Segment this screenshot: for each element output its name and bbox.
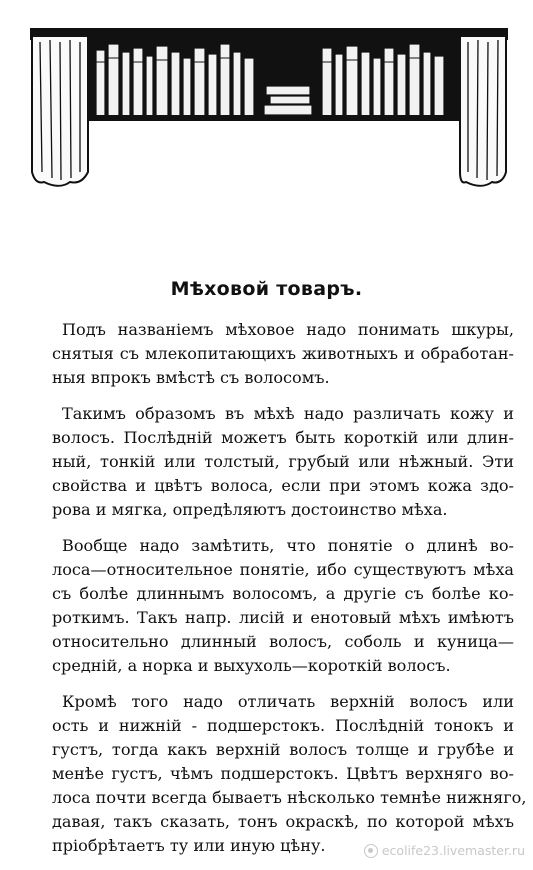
- text-line: ость и нижній - подшерстокъ. Послѣдній тонокъ и: [52, 716, 514, 735]
- watermark-text: ecolife23.livemaster.ru: [381, 843, 525, 858]
- text-line: пріобрѣтаетъ ту или иную цѣну.: [52, 836, 326, 855]
- text-line: рова и мягка, опредѣляютъ достоинство мѣха.: [52, 500, 448, 519]
- text-line: ныя впрокъ вмѣстѣ съ волосомъ.: [52, 368, 330, 387]
- text-line: роткимъ. Такъ напр. лисій и енотовый мѣхъ имѣютъ: [52, 608, 514, 627]
- text-line: ный, тонкій или толстый, грубый или нѣжный. Эти: [52, 452, 514, 471]
- watermark: [364, 843, 525, 858]
- text-line: снятыя съ млекопитающихъ животныхъ и обработан-: [52, 344, 514, 363]
- livemaster-logo-icon: [364, 844, 378, 858]
- text-line: Кромѣ того надо отличать верхній волосъ или: [62, 692, 514, 711]
- text-line: относительно длинный волосъ, соболь и куница—: [52, 632, 514, 651]
- text-line: Подъ названіемъ мѣховое надо понимать шкуры,: [62, 320, 514, 339]
- paragraph-3: [52, 534, 514, 678]
- text-line: Вообще надо замѣтить, что понятіе о длинѣ во-: [62, 536, 514, 555]
- text-line: свойства и цвѣтъ волоса, если при этомъ кожа здо-: [52, 476, 514, 495]
- text-line: давая, такъ сказать, тонъ окраскѣ, по которой мѣхъ: [52, 812, 514, 831]
- page-title: Мѣховой товаръ.: [170, 278, 363, 300]
- article-body: [52, 318, 527, 870]
- text-line: средній, а норка и выхухоль—короткій волосъ.: [52, 656, 451, 675]
- text-line: Такимъ образомъ въ мѣхѣ надо различать кожу и: [62, 404, 514, 423]
- bookshelf-vignette: [30, 22, 508, 194]
- text-line: съ болѣе длиннымъ волосомъ, а другіе съ болѣе ко-: [52, 584, 514, 603]
- paragraph-4: [52, 690, 527, 858]
- text-line: волосъ. Послѣдній можетъ быть короткій или длин-: [52, 428, 514, 447]
- paragraph-1: [52, 318, 514, 390]
- text-line: лоса—относительное понятіе, ибо существуютъ мѣха: [52, 560, 514, 579]
- text-line: лоса почти всегда бываетъ нѣсколько темнѣе нижняго,: [52, 788, 527, 807]
- paragraph-2: [52, 402, 514, 522]
- text-line: менѣе густъ, чѣмъ подшерстокъ. Цвѣтъ верхняго во-: [52, 764, 514, 783]
- text-line: густъ, тогда какъ верхній волосъ толще и грубѣе и: [52, 740, 514, 759]
